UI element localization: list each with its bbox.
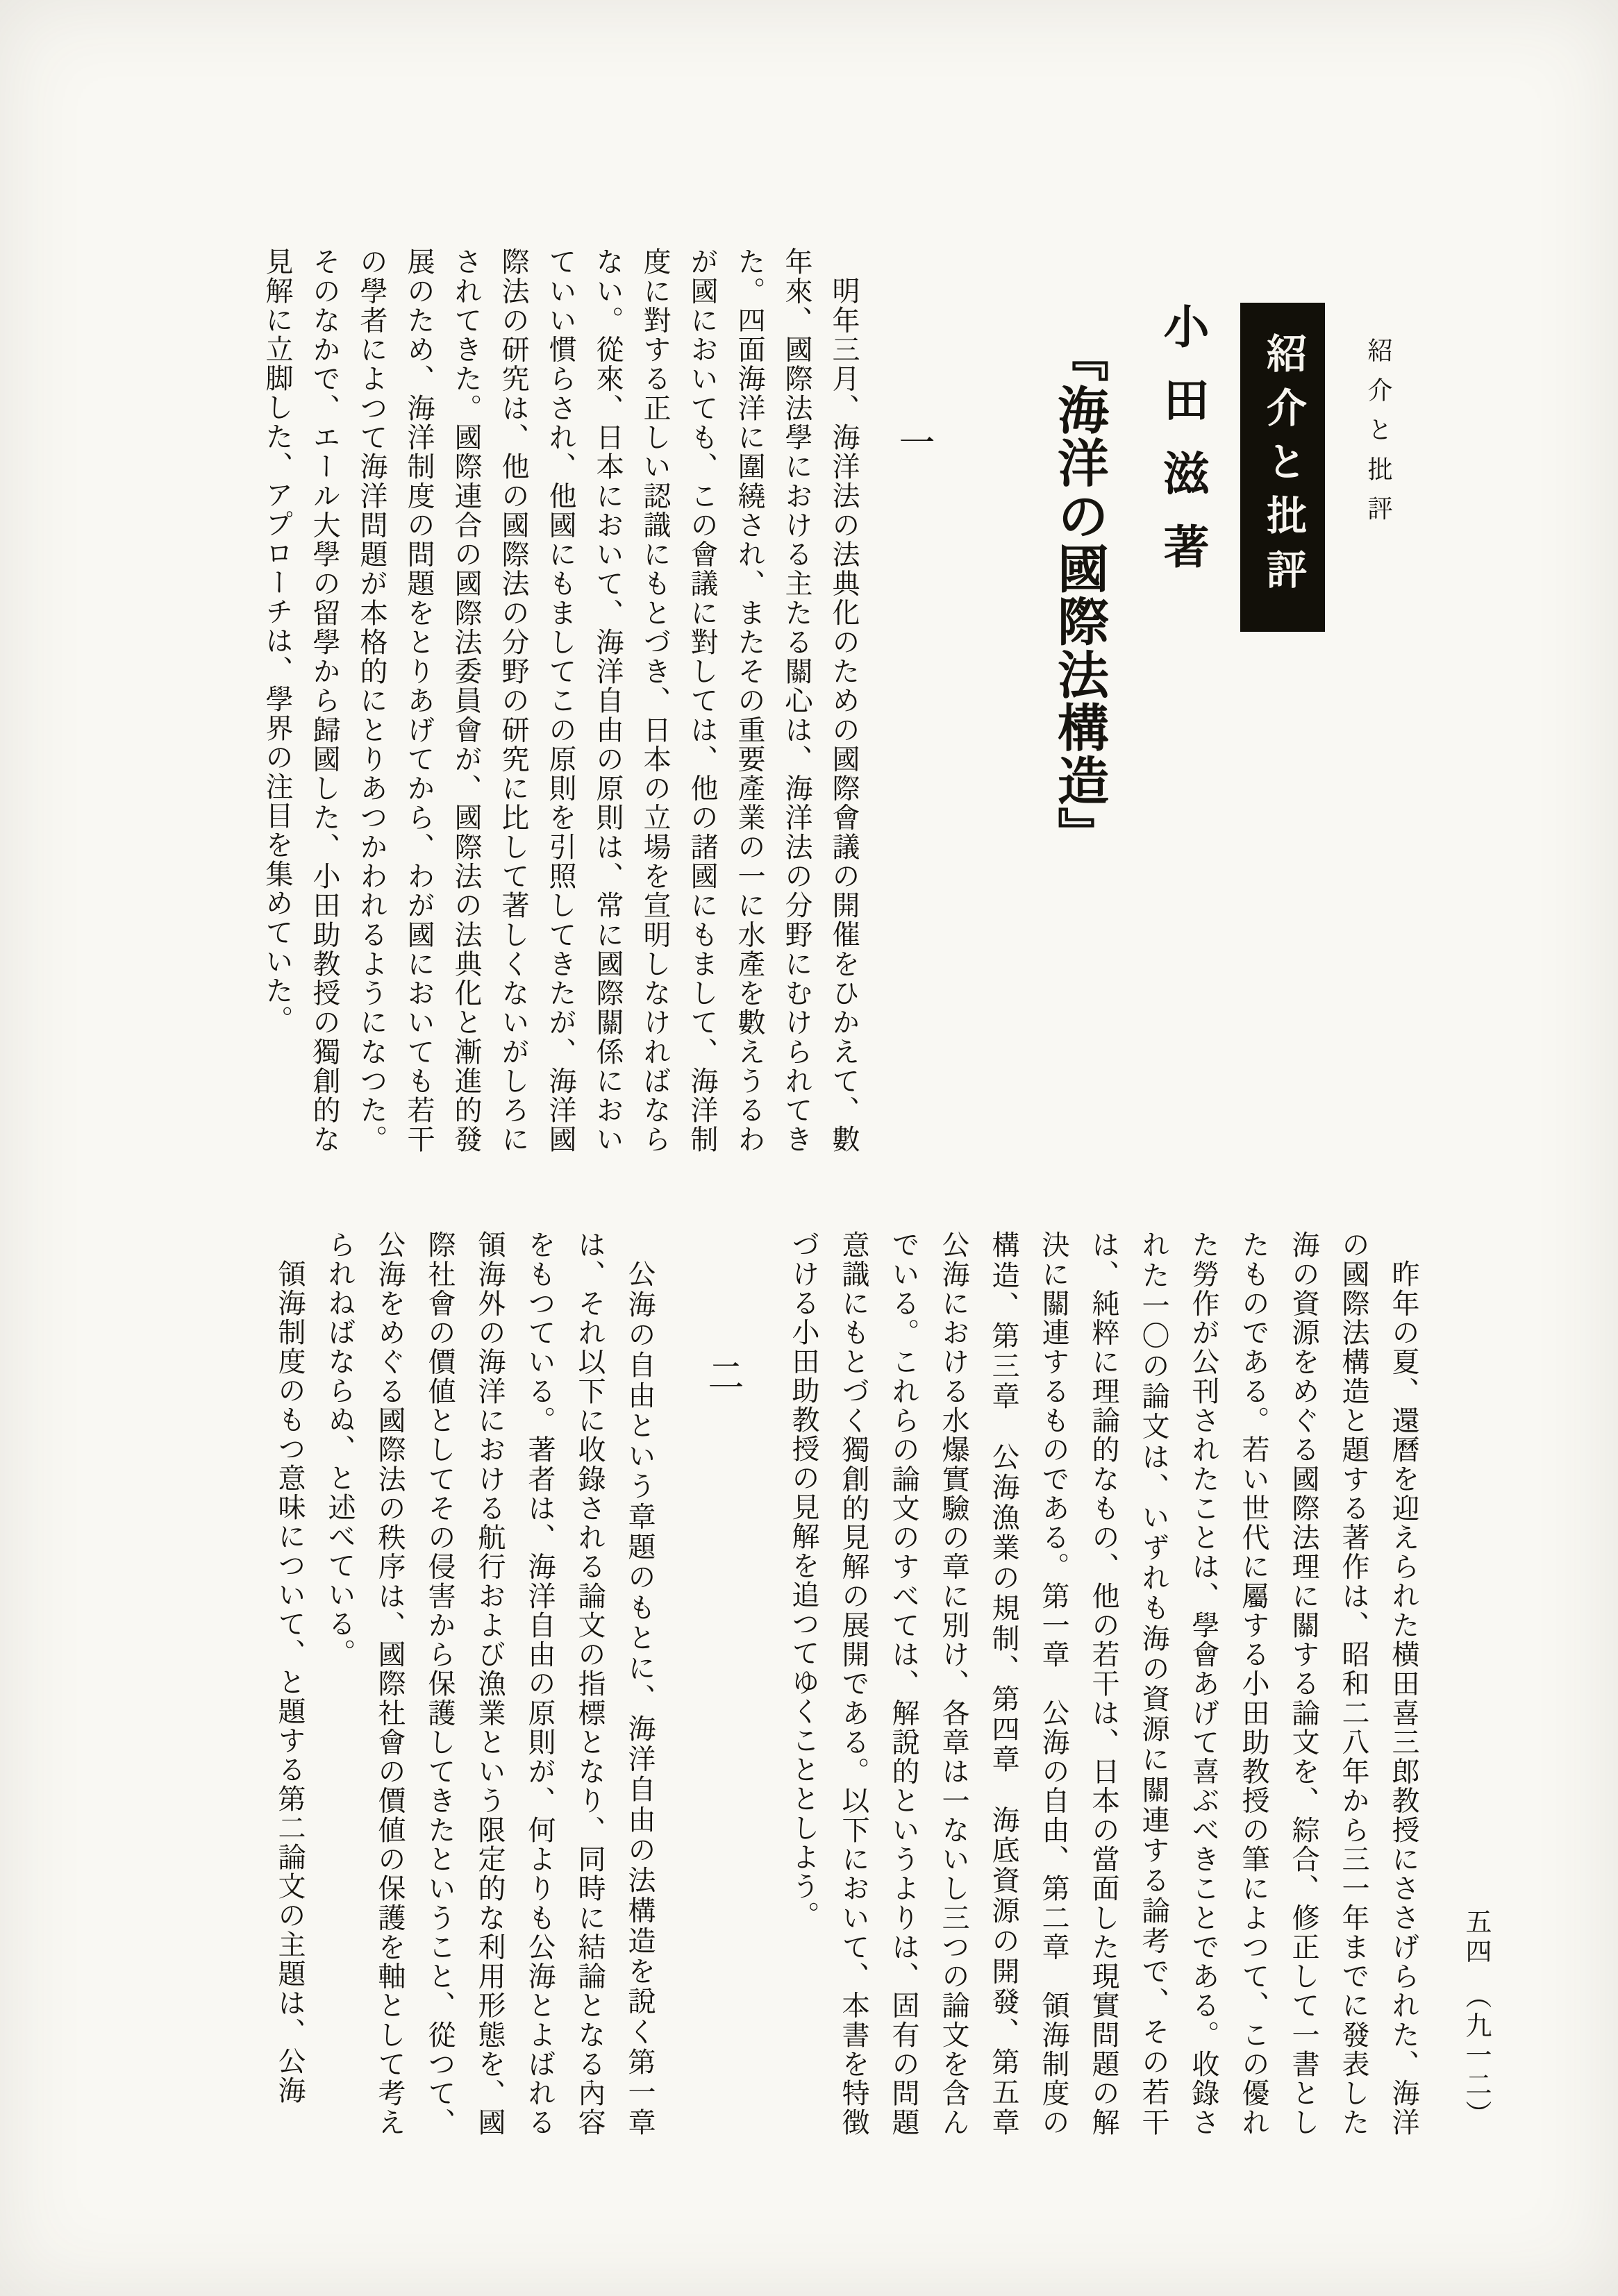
book-title: 『海洋の國際法構造』 xyxy=(1050,330,1107,860)
page-number-paren: （九一二） xyxy=(1461,1982,1490,2130)
part-one-text xyxy=(197,247,867,1154)
paragraph: 領海制度のもつ意味について、と題する第二論文の主題は、公海 xyxy=(274,1259,306,2105)
section-label: 紹介と批評 xyxy=(1260,332,1306,603)
part-two-text xyxy=(197,1230,1428,2166)
page-number-main: 五四 xyxy=(1461,1908,1490,1968)
part-one-marker: 一 xyxy=(893,424,933,460)
paragraph: 明年三月、海洋法の法典化のための國際會議の開催をひかえて、數年來、國際法學における主たる關心は、海洋法の分野にむけられてきた。四面海洋に圍繞され、またその重要產業の一に水產を數えうるわが國においても、この會議に對しては、他の諸國にもまして、海洋制度に對する正しい認識にもとづき、日本の立場を宣明しなければならない。從來、日本において、海洋自由の原則は、常に國際關係においていい慣らされ、他國にもましてこの原則を引照してきたが、海洋國際法の研究は、他の國際法の分野の研究に比して著しくないがしろにされてきた。國際連合の國際法委員會が、國際法の法典化と漸進的發展のため、海洋制度の問題をとりあげてから、わが國においても若干の學者によつて海洋問題が本格的にとりあつかわれるようになつた。そのなかで、エール大學の留學から歸國した、小田助教授の獨創的な見解に立脚した、アプローチは、學界の注目を集めていた。 xyxy=(262,247,860,1154)
paragraph: 昨年の夏、還曆を迎えられた横田喜三郎教授にささげられた、海洋の國際法構造と題する著作は、昭和二八年から三一年までに發表した海の資源をめぐる國際法理に關する論文を、綜合、修正して一書としたものである。若い世代に屬する小田助教授の筆によつて、この優れた勞作が公刊されたことは、學會あげて喜ぶべきことである。收錄された一〇の論文は、いずれも海の資源に關連する論考で、その若干は、純粹に理論的なもの、他の若干は、日本の當面した現實問題の解決に關連するものである。第一章 公海の自由、第二章 領海制度の構造、第三章 公海漁業の規制、第四章 海底資源の開發、第五章 公海における水爆實驗の章に別け、各章は一ないし三つの論文を含んでいる。これらの論文のすべては、解說的というよりは、固有の問題意識にもとづく獨創的見解の展開である。以下において、本書を特徴づける小田助教授の見解を追つてゆくこととしよう。 xyxy=(788,1230,1419,2166)
page-number xyxy=(1457,1908,1495,2130)
part-two-marker: 二 xyxy=(702,1357,742,1394)
paragraph: 公海の自由という章題のもとに、海洋自由の法構造を說く第一章は、それ以下に收錄される論文の指標となり、同時に結論となる內容をもつている。著者は、海洋自由の原則が、何よりも公海とよばれる領海外の海洋における航行および漁業という限定的な利用形態を、國際社會の價値としてその侵害から保護してきたということ、從つて、公海をめぐる國際法の秩序は、國際社會の價値の保護を軸として考えられねばならぬ、と述べている。 xyxy=(324,1230,656,2138)
book-author: 小田滋著 xyxy=(1156,303,1207,596)
section-label-box xyxy=(1240,303,1325,632)
running-head: 紹介と批評 xyxy=(1365,337,1392,535)
